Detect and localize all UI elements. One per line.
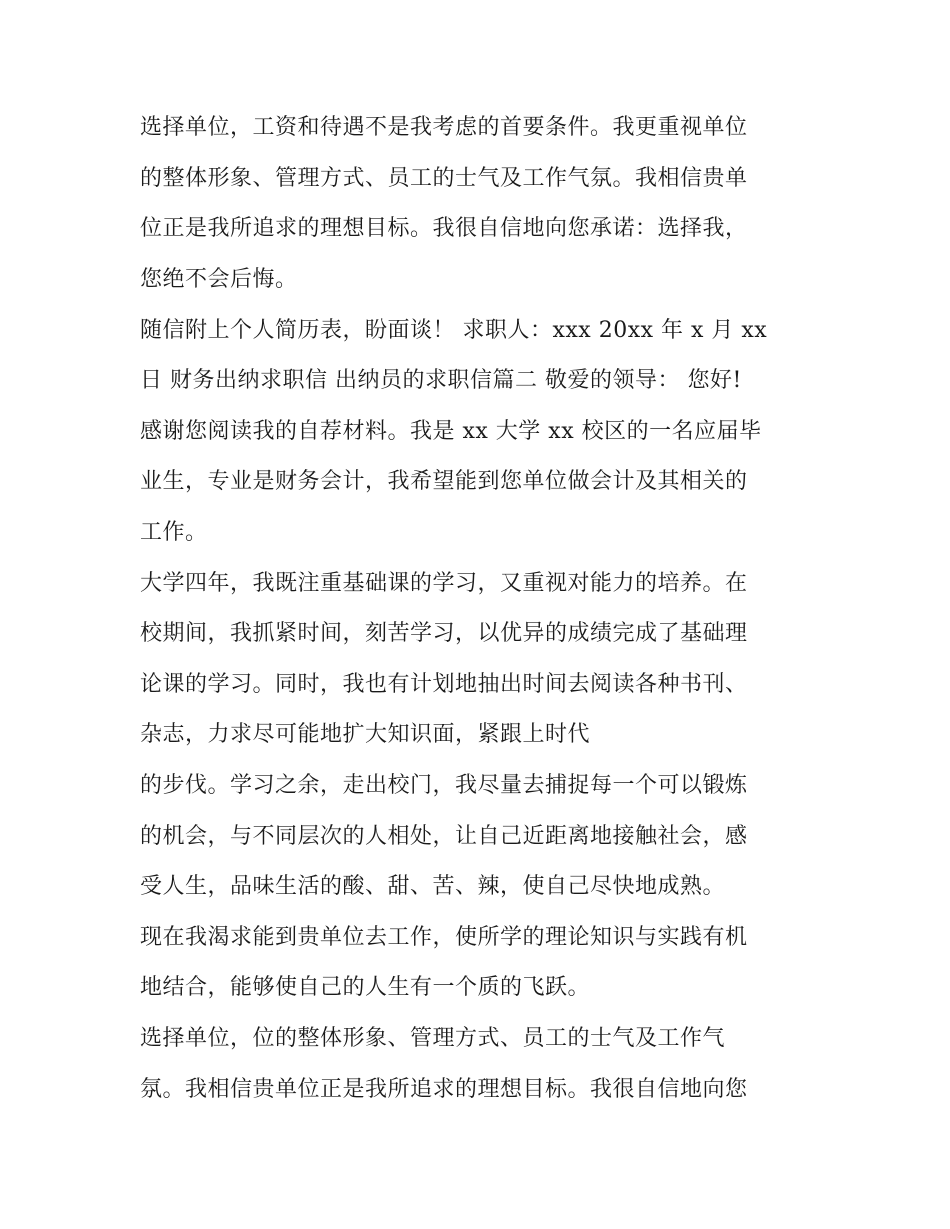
text-line: 日 财务出纳求职信 出纳员的求职信篇二 敬爱的领导： 您好! (140, 368, 742, 393)
text-line: 选择单位，位的整体形象、管理方式、员工的士气及工作气 (140, 1026, 726, 1051)
text-line: 您绝不会后悔。 (140, 267, 298, 292)
text-line: 随信附上个人简历表，盼面谈！ 求职人：xxx 20xx 年 x 月 xx (140, 318, 768, 343)
text-line: 感谢您阅读我的自荐材料。我是 xx 大学 xx 校区的一名应届毕 (140, 419, 762, 444)
text-line: 大学四年，我既注重基础课的学习，又重视对能力的培养。在 (140, 571, 748, 596)
text-line: 业生，专业是财务会计，我希望能到您单位做会计及其相关的 (140, 469, 748, 494)
text-line: 选择单位，工资和待遇不是我考虑的首要条件。我更重视单位 (140, 115, 748, 140)
text-line: 现在我渴求能到贵单位去工作，使所学的理论知识与实践有机 (140, 925, 748, 950)
text-line: 工作。 (140, 520, 208, 545)
text-line: 氛。我相信贵单位正是我所追求的理想目标。我很自信地向您 (140, 1077, 748, 1102)
text-line: 的整体形象、管理方式、员工的士气及工作气氛。我相信贵单 (140, 166, 748, 191)
text-line: 的机会，与不同层次的人相处，让自己近距离地接触社会，感 (140, 824, 748, 849)
text-line: 位正是我所追求的理想目标。我很自信地向您承诺：选择我， (140, 216, 748, 241)
text-line: 地结合，能够使自己的人生有一个质的飞跃。 (140, 975, 591, 1000)
text-line: 受人生，品味生活的酸、甜、苦、辣，使自己尽快地成熟。 (140, 874, 726, 899)
text-line: 的步伐。学习之余，走出校门，我尽量去捕捉每一个可以锻炼 (140, 773, 748, 798)
text-line: 校期间，我抓紧时间，刻苦学习，以优异的成绩完成了基础理 (140, 621, 748, 646)
text-line: 论课的学习。同时，我也有计划地抽出时间去阅读各种书刊、 (140, 672, 748, 697)
text-line: 杂志，力求尽可能地扩大知识面，紧跟上时代 (140, 722, 591, 747)
